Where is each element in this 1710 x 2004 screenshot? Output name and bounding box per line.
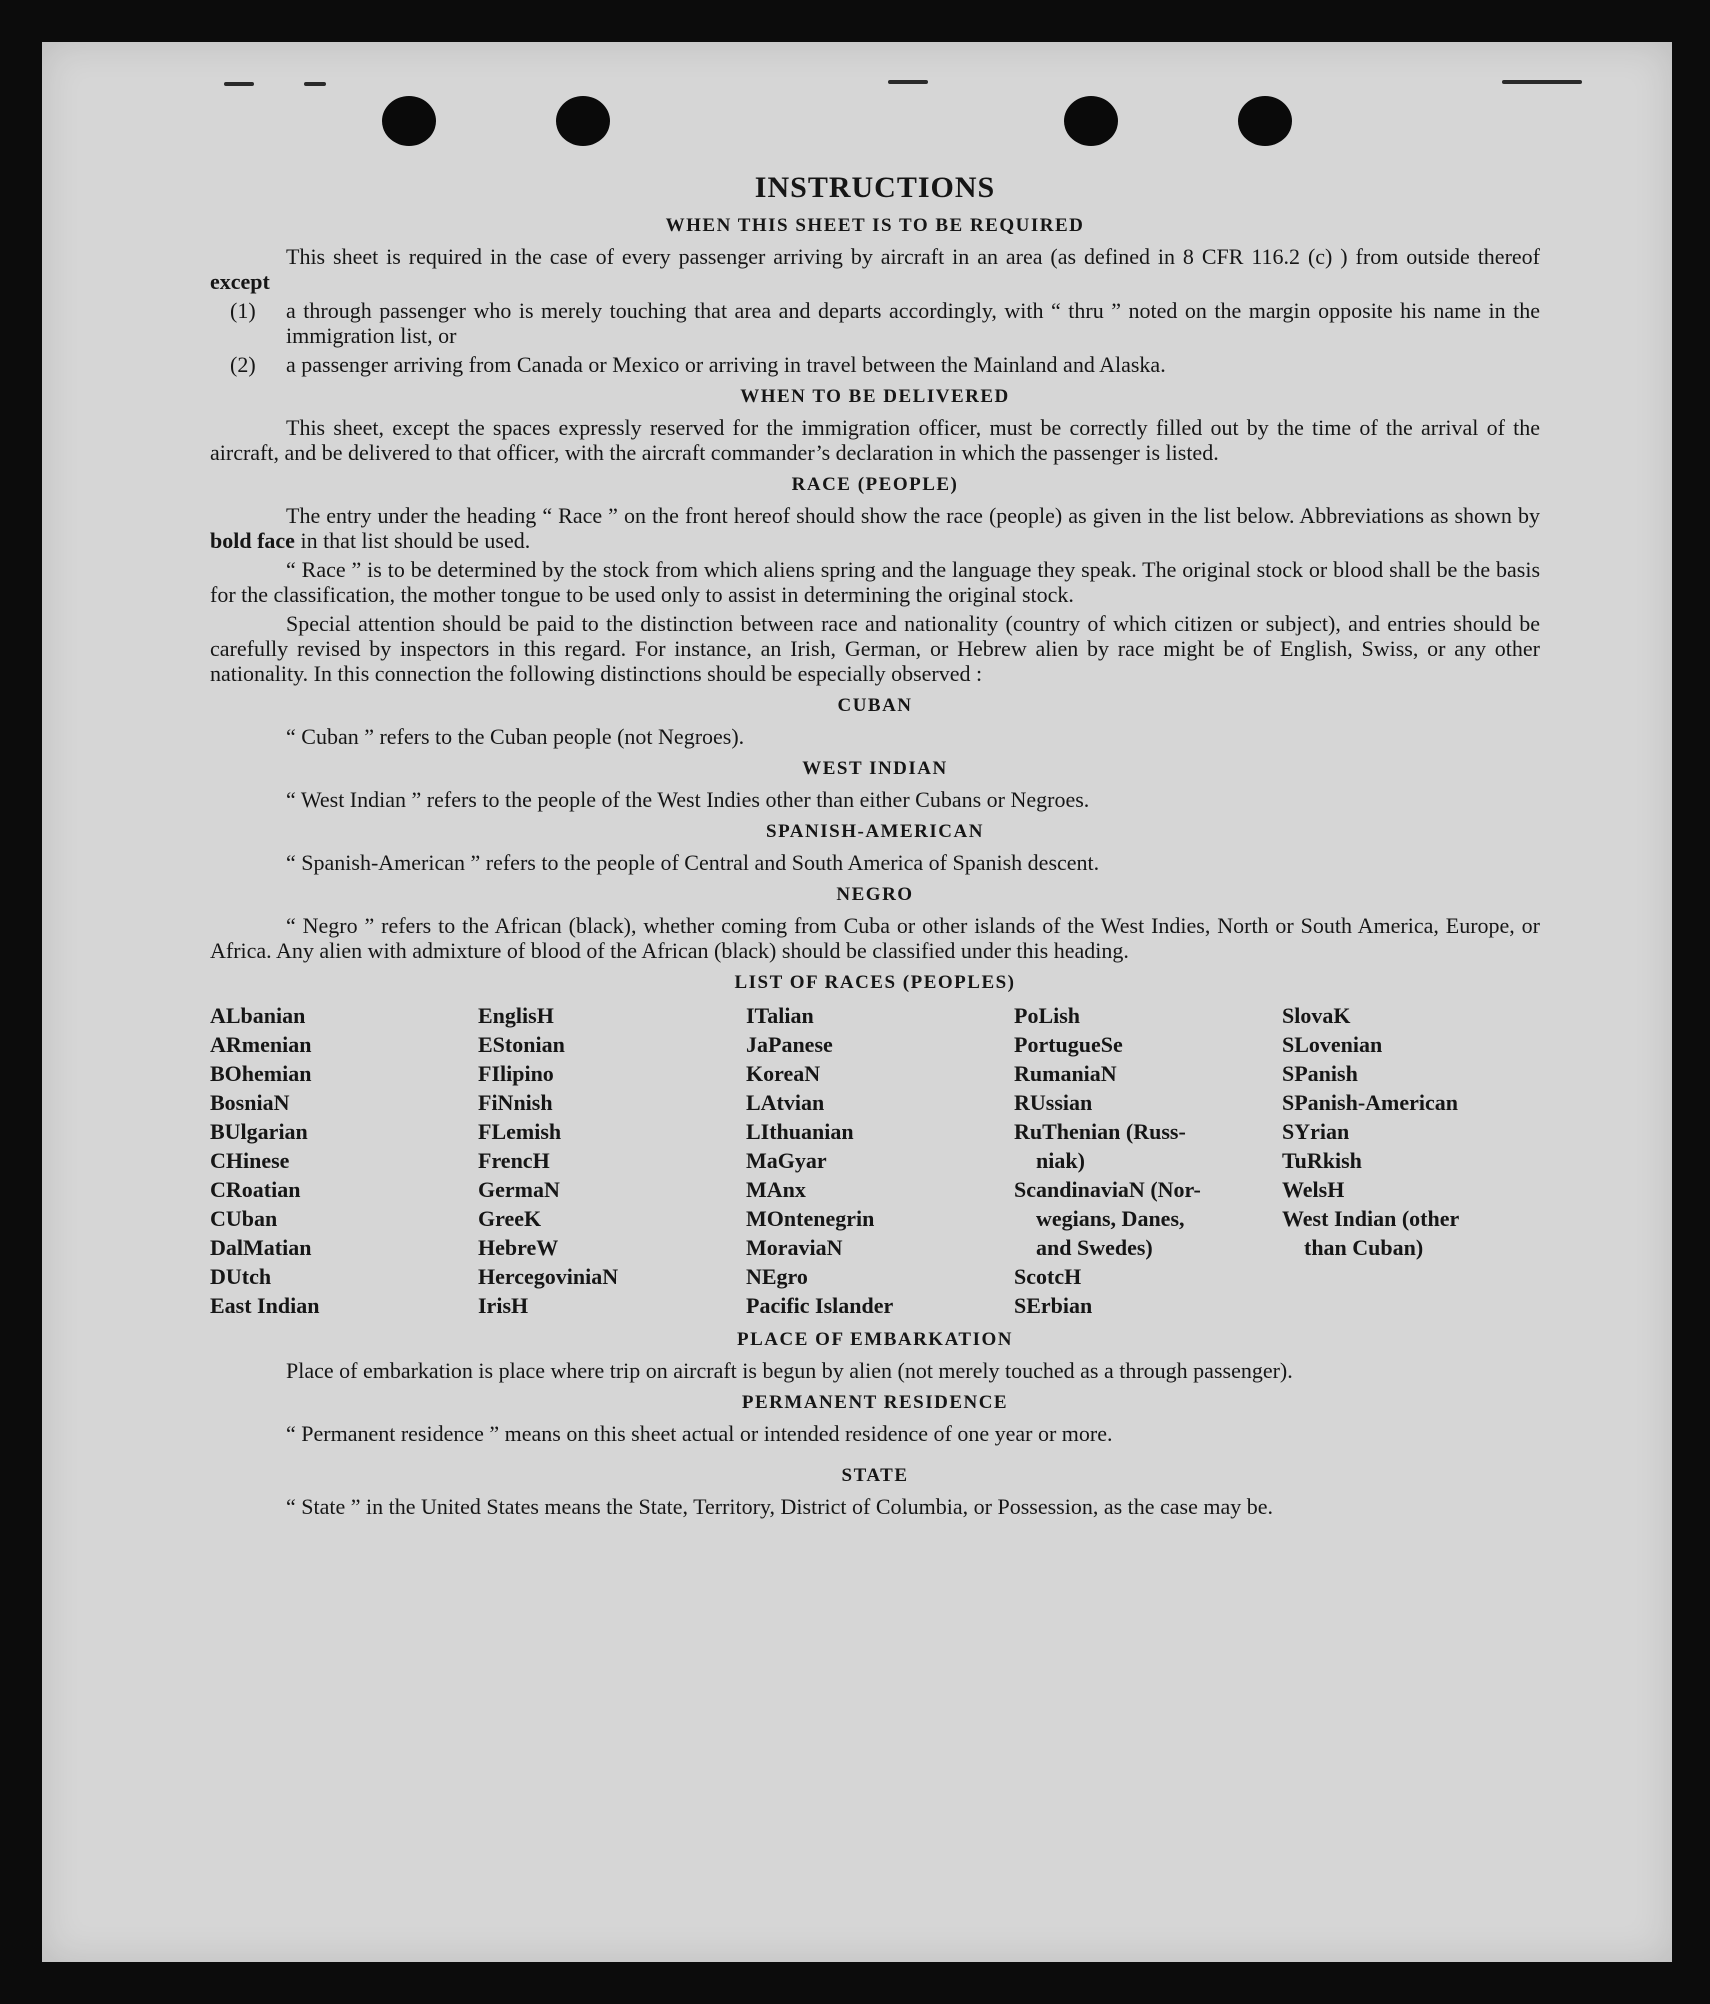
race-item: FLemish	[478, 1119, 562, 1144]
race-item: GermaN	[478, 1177, 560, 1202]
race-item: SLovenian	[1282, 1032, 1383, 1057]
race-item: MaGyar	[746, 1148, 827, 1173]
race-item: SPanish-American	[1282, 1090, 1458, 1115]
heading-list-of-races: LIST OF RACES (PEOPLES)	[734, 972, 1016, 993]
race-item: and Swedes)	[1036, 1235, 1153, 1260]
race-item: BUlgarian	[210, 1119, 308, 1144]
race-item: ITalian	[746, 1003, 814, 1028]
scan-mark	[888, 80, 928, 84]
instructions-text	[210, 170, 1540, 1523]
race-item: HercegoviniaN	[478, 1264, 619, 1289]
race-item: MAnx	[746, 1177, 806, 1202]
heading-embarkation: PLACE OF EMBARKATION	[737, 1329, 1013, 1350]
race-item: than Cuban)	[1304, 1235, 1424, 1260]
race-item: SPanish	[1282, 1061, 1358, 1086]
race-item: Pacific Islander	[746, 1293, 894, 1318]
paragraph-requirement: This sheet is required in the case of every passenger arriving by aircraft in an area (as defined in 8 CFR 116.2 (c) ) from outside thereof except	[210, 244, 1540, 294]
race-item: GreeK	[478, 1206, 542, 1231]
race-item: CRoatian	[210, 1177, 301, 1202]
race-item: SYrian	[1282, 1119, 1350, 1144]
paragraph-permanent-residence: “ Permanent residence ” means on this sheet actual or intended residence of one year or more.	[286, 1421, 1113, 1446]
race-item: ARmenian	[210, 1032, 312, 1057]
race-column-5	[1282, 1001, 1550, 1320]
paragraph-delivery: This sheet, except the spaces expressly reserved for the immigration officer, must be correctly filled out by the time of the arrival of the aircraft, and be delivered to that officer, with the aircraft commander’s declaration in which the passenger is listed.	[210, 415, 1540, 465]
scan-mark	[1502, 80, 1582, 84]
heading-negro: NEGRO	[836, 884, 914, 905]
paragraph-race-entry: The entry under the heading “ Race ” on the front hereof should show the race (people) as given in the list below. Abbreviations as shown by bold face in that list should be used.	[210, 503, 1540, 553]
paragraph-embarkation: Place of embarkation is place where trip on aircraft is begun by alien (not merely touched as a through passenger).	[286, 1358, 1293, 1383]
race-column-4	[1014, 1001, 1282, 1320]
punch-hole	[382, 96, 436, 146]
race-item: EStonian	[478, 1032, 565, 1057]
race-column-2	[478, 1001, 746, 1320]
race-item: TuRkish	[1282, 1148, 1362, 1173]
race-item: RumaniaN	[1014, 1061, 1117, 1086]
race-item: East Indian	[210, 1293, 320, 1318]
race-item: BOhemian	[210, 1061, 312, 1086]
race-item: LAtvian	[746, 1090, 825, 1115]
race-item: MOntenegrin	[746, 1206, 875, 1231]
paragraph-cuban: “ Cuban ” refers to the Cuban people (not Negroes).	[286, 724, 745, 749]
race-item: SlovaK	[1282, 1003, 1351, 1028]
paragraph-race-nationality: Special attention should be paid to the distinction between race and nationality (country of which citizen or subject), and entries should be carefully revised by inspectors in this regard. For instance, an Irish, German, or Hebrew alien by race might be of English, Swiss, or any other nationality. In this connection the following distinctions should be especially observed :	[210, 611, 1540, 686]
exception-item-1: (1) a through passenger who is merely touching that area and departs accordingly, with “ thru ” noted on the margin opposite his name in the immigration list, or	[230, 298, 1540, 348]
heading-when-required: WHEN THIS SHEET IS TO BE REQUIRED	[665, 215, 1085, 236]
scan-mark	[224, 82, 254, 86]
race-list	[210, 1001, 1540, 1320]
race-item: IrisH	[478, 1293, 529, 1318]
race-item: JaPanese	[746, 1032, 833, 1057]
race-item: ScandinaviaN (Nor-	[1014, 1177, 1201, 1202]
race-item: FIlipino	[478, 1061, 554, 1086]
race-item: CUban	[210, 1206, 278, 1231]
race-item: ALbanian	[210, 1003, 306, 1028]
race-item: CHinese	[210, 1148, 290, 1173]
race-item: NEgro	[746, 1264, 808, 1289]
race-item: WelsH	[1282, 1177, 1345, 1202]
race-item: BosniaN	[210, 1090, 290, 1115]
scan-mark	[304, 82, 326, 86]
race-item: DalMatian	[210, 1235, 312, 1260]
heading-cuban: CUBAN	[837, 695, 913, 716]
paragraph-negro: “ Negro ” refers to the African (black), whether coming from Cuba or other islands of the West Indies, North or South America, Europe, or Africa. Any alien with admixture of blood of the African (black) should be classified under this heading.	[210, 913, 1540, 963]
page-title: INSTRUCTIONS	[754, 171, 996, 204]
race-item: PoLish	[1014, 1003, 1081, 1028]
race-item: RUssian	[1014, 1090, 1093, 1115]
race-item: ScotcH	[1014, 1264, 1082, 1289]
race-item: RuThenian (Russ-	[1014, 1119, 1186, 1144]
race-item: West Indian (other	[1282, 1206, 1460, 1231]
heading-state: STATE	[841, 1465, 909, 1486]
race-item: EnglisH	[478, 1003, 554, 1028]
heading-when-delivered: WHEN TO BE DELIVERED	[740, 386, 1010, 407]
race-item: PortugueSe	[1014, 1032, 1123, 1057]
race-column-3	[746, 1001, 1014, 1320]
punch-hole	[1064, 96, 1118, 146]
race-item: KoreaN	[746, 1061, 821, 1086]
paragraph-state: “ State ” in the United States means the State, Territory, District of Columbia, or Possession, as the case may be.	[286, 1494, 1274, 1519]
race-item: FrencH	[478, 1148, 550, 1173]
punch-hole	[1238, 96, 1292, 146]
heading-race: RACE (PEOPLE)	[791, 474, 959, 495]
race-item: HebreW	[478, 1235, 559, 1260]
race-item: SErbian	[1014, 1293, 1093, 1318]
document-page	[42, 42, 1672, 1962]
paragraph-race-stock: “ Race ” is to be determined by the stock from which aliens spring and the language they speak. The original stock or blood shall be the basis for the classification, the mother tongue to be used only to assist in determining the original stock.	[210, 557, 1540, 607]
heading-spanish-american: SPANISH-AMERICAN	[766, 821, 984, 842]
race-item: LIthuanian	[746, 1119, 854, 1144]
race-item: MoraviaN	[746, 1235, 843, 1260]
race-item: DUtch	[210, 1264, 272, 1289]
exception-item-2: (2) a passenger arriving from Canada or Mexico or arriving in travel between the Mainland and Alaska.	[230, 352, 1166, 377]
race-item: wegians, Danes,	[1036, 1206, 1185, 1231]
race-column-1	[210, 1001, 478, 1320]
heading-west-indian: WEST INDIAN	[802, 758, 948, 779]
race-item: FiNnish	[478, 1090, 553, 1115]
paragraph-spanish-american: “ Spanish-American ” refers to the people of Central and South America of Spanish descent.	[286, 850, 1100, 875]
paragraph-west-indian: “ West Indian ” refers to the people of the West Indies other than either Cubans or Negroes.	[286, 787, 1090, 812]
race-item: niak)	[1036, 1148, 1085, 1173]
punch-hole	[556, 96, 610, 146]
heading-permanent-residence: PERMANENT RESIDENCE	[741, 1392, 1009, 1413]
